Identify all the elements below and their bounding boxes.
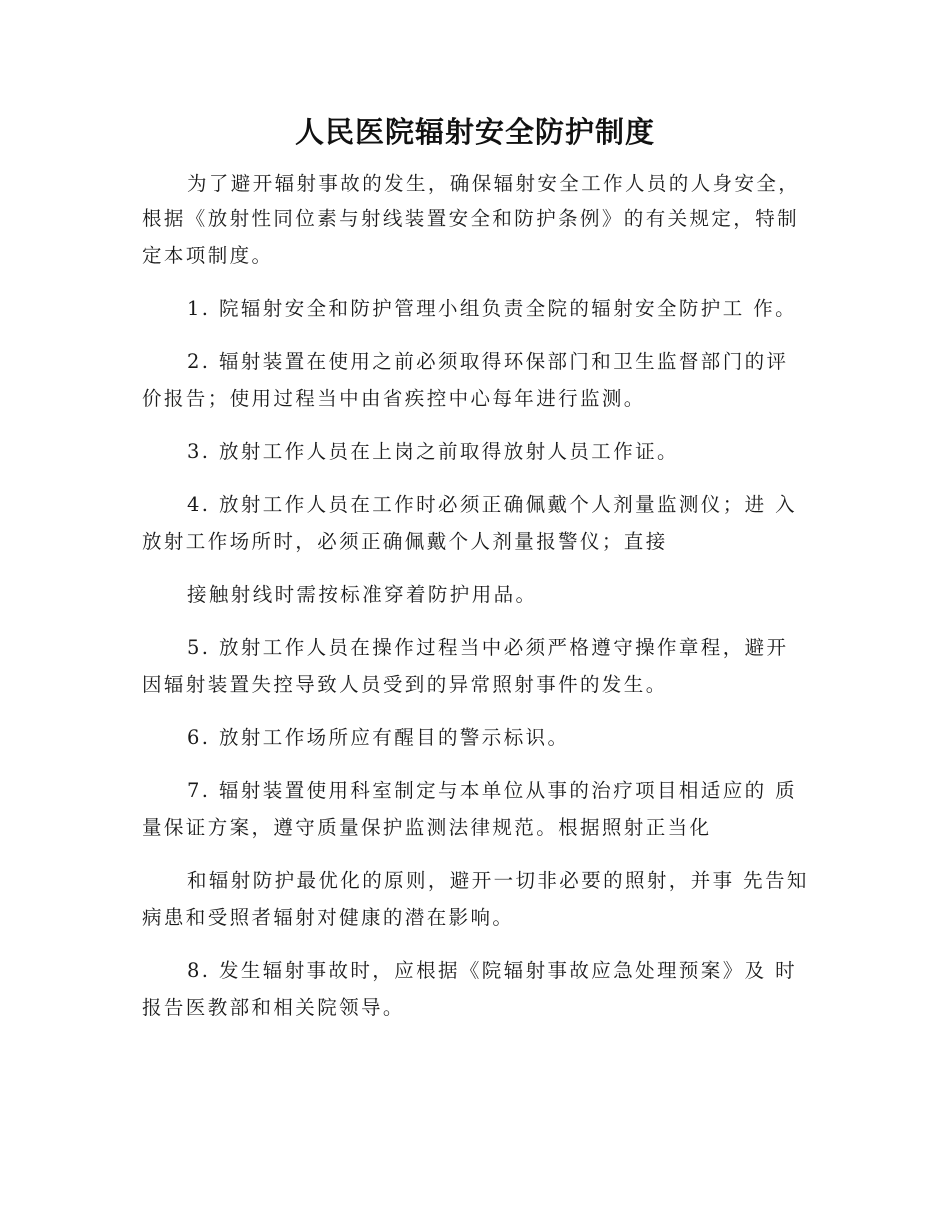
rule-line: 6. 放射工作场所应有醒目的警示标识。 xyxy=(187,726,570,749)
rule-line: 放射工作场所时，必须正确佩戴个人剂量报警仪；直接 xyxy=(142,530,668,553)
rule-line: 和辐射防护最优化的原则，避开一切非必要的照射，并事 先告知 xyxy=(187,869,809,892)
intro-line: 为了避开辐射事故的发生，确保辐射安全工作人员的人身安全， xyxy=(187,172,801,195)
rule-line: 7. 辐射装置使用科室制定与本单位从事的治疗项目相适应的 质 xyxy=(187,779,798,802)
intro-line: 定本项制度。 xyxy=(142,244,274,267)
rule-line: 2. 辐射装置在使用之前必须取得环保部门和卫生监督部门的评 xyxy=(187,350,789,373)
rule-line: 8. 发生辐射事故时，应根据《院辐射事故应急处理预案》及 时 xyxy=(187,959,798,982)
rule-line: 量保证方案，遵守质量保护监测法律规范。根据照射正当化 xyxy=(142,816,712,839)
rule-line: 接触射线时需按标准穿着防护用品。 xyxy=(187,583,538,606)
rule-line: 报告医教部和相关院领导。 xyxy=(142,996,405,1019)
rule-line: 因辐射装置失控导致人员受到的异常照射事件的发生。 xyxy=(142,673,668,696)
rule-line: 4. 放射工作人员在工作时必须正确佩戴个人剂量监测仪；进 入 xyxy=(187,493,798,516)
rule-line: 病患和受照者辐射对健康的潜在影响。 xyxy=(142,906,515,929)
intro-line: 根据《放射性同位素与射线装置安全和防护条例》的有关规定，特制 xyxy=(142,207,800,230)
rule-line: 价报告；使用过程当中由省疾控中心每年进行监测。 xyxy=(142,387,646,410)
rule-line: 5. 放射工作人员在操作过程当中必须严格遵守操作章程，避开 xyxy=(187,636,789,659)
rule-line: 3. 放射工作人员在上岗之前取得放射人员工作证。 xyxy=(187,440,679,463)
document-title: 人民医院辐射安全防护制度 xyxy=(294,115,655,149)
rule-line: 1. 院辐射安全和防护管理小组负责全院的辐射安全防护工 作。 xyxy=(187,297,798,320)
